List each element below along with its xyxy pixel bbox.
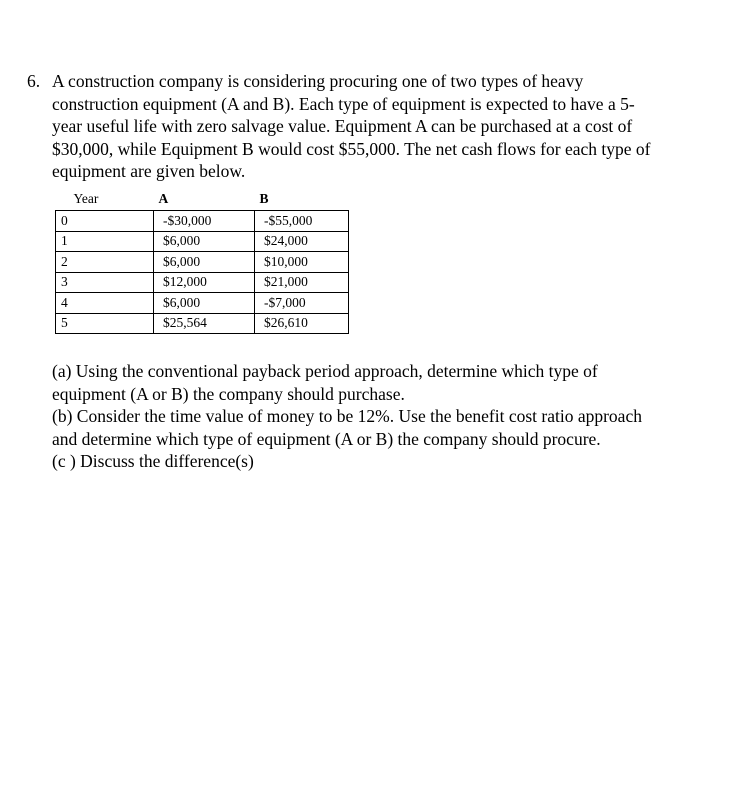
question-a-line: (a) Using the conventional payback period approach, determine which type of (52, 361, 598, 381)
a-cell: $6,000 (154, 252, 255, 273)
problem-line: A construction company is considering procuring one of two types of heavy (52, 71, 584, 91)
table-row (56, 313, 349, 334)
b-cell: $21,000 (255, 272, 349, 293)
questions (52, 360, 742, 473)
problem-text (52, 70, 742, 183)
column-header-b: B (259, 191, 269, 206)
year-cell: 1 (56, 231, 154, 252)
a-cell: -$30,000 (154, 211, 255, 232)
a-cell: $6,000 (154, 293, 255, 314)
year-cell: 2 (56, 252, 154, 273)
b-cell: $24,000 (255, 231, 349, 252)
b-cell: -$55,000 (255, 211, 349, 232)
question-a-line: equipment (A or B) the company should purchase. (52, 383, 405, 404)
a-cell: $12,000 (154, 272, 255, 293)
table-row (56, 293, 349, 314)
table-row (56, 272, 349, 293)
year-cell: 3 (56, 272, 154, 293)
b-cell: $26,610 (255, 313, 349, 334)
b-cell: $10,000 (255, 252, 349, 273)
year-cell: 4 (56, 293, 154, 314)
problem-line: year useful life with zero salvage value. Equipment A can be purchased at a cost of (52, 116, 633, 136)
cash-flow-table (55, 188, 349, 334)
table-row (56, 231, 349, 252)
table-header-row (56, 188, 349, 211)
problem-statement (27, 70, 742, 183)
b-cell: -$7,000 (255, 293, 349, 314)
question-b-line: (b) Consider the time value of money to be 12%. Use the benefit cost ratio approach (52, 406, 642, 426)
question-b-line: and determine which type of equipment (A or B) the company should procure. (52, 428, 601, 449)
table-row (56, 252, 349, 273)
a-cell: $25,564 (154, 313, 255, 334)
column-header-year: Year (73, 191, 99, 206)
problem-line: construction equipment (A and B). Each type of equipment is expected to have a 5- (52, 93, 635, 114)
a-cell: $6,000 (154, 231, 255, 252)
problem-number: 6. (27, 71, 41, 91)
year-cell: 0 (56, 211, 154, 232)
problem-line: $30,000, while Equipment B would cost $55,000. The net cash flows for each type of (52, 138, 651, 159)
table-row (56, 211, 349, 232)
year-cell: 5 (56, 313, 154, 334)
problem-line: equipment are given below. (52, 161, 246, 181)
question-c-line: (c ) Discuss the difference(s) (52, 451, 254, 471)
column-header-a: A (158, 191, 169, 206)
